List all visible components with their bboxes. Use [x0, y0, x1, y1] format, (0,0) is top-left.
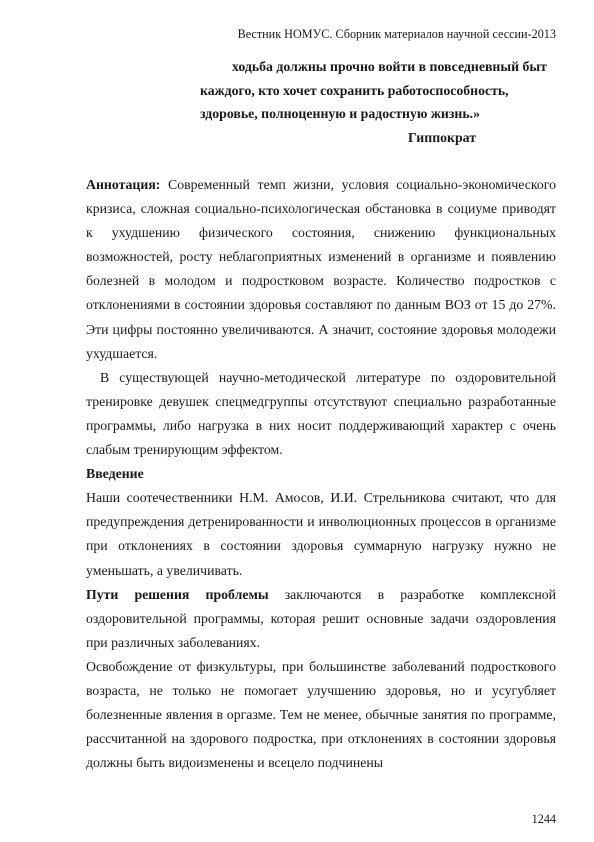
- page-number: 1244: [531, 812, 556, 826]
- article-body: [86, 173, 556, 775]
- solutions-text: заключаются в разработке комплексной оздоровительной программы, которая решит основные задачи оздоровления при различных заболеваниях.: [86, 586, 556, 650]
- abstract-text: Современный темп жизни, условия социально-экономического кризиса, сложная социально-психологическая обстановка в социуме приводят к ухудшению физического состояния, снижению функциональных возможностей, росту неблагоприятных изменений в организме и появлению болезней в молодом и подростковом возрасте. Количество подростков с отклонениями в состоянии здоровья составляют по данным ВОЗ от 15 до 27%. Эти цифры постоянно увеличиваются. А значит, состояние здоровья молодежи ухудшается.: [86, 177, 556, 361]
- epigraph-line: каждого, кто хочет сохранить работоспособность,: [200, 82, 509, 98]
- solutions-label: Пути решения проблемы: [86, 586, 269, 602]
- epigraph-line: здоровье, полноценную и радостную жизнь.»: [200, 106, 480, 121]
- exemption-paragraph: Освобождение от физкультуры, при большинстве заболеваний подросткового возраста, не только не помогает улучшению здоровья, но и усугубляет болезненные явления в оргазме. Тем не менее, обычные занятия по программе, рассчитанной на здорового подростка, при отклонениях в состоянии здоровья должны быть видоизменены и всецело подчинены: [86, 658, 556, 771]
- epigraph-author: Гиппократ: [408, 129, 476, 145]
- epigraph: [200, 55, 556, 149]
- introduction-heading: Введение: [86, 466, 144, 482]
- running-header: Вестник НОМУС. Сборник материалов научной сессии-2013: [237, 27, 556, 41]
- literature-paragraph: В существующей научно-методической литературе по оздоровительной тренировке девушек спецмедгруппы отсутствуют специально разработанные программы, либо нагрузка в них носит поддерживающий характер с очень слабым тренирующим эффектом.: [86, 369, 556, 458]
- abstract-paragraph: [86, 173, 556, 366]
- introduction-paragraph: Наши соотечественники Н.М. Амосов, И.И. Стрельникова считают, что для предупреждения детренированности и инволюционных процессов в организме при отклонениях в состоянии здоровья суммарную нагрузку нужно не уменьшать, а увеличивать.: [86, 490, 556, 578]
- solutions-paragraph: [86, 583, 556, 655]
- abstract-label: Аннотация:: [86, 177, 161, 192]
- epigraph-line: ходьба должны прочно войти в повседневный быт: [232, 59, 547, 74]
